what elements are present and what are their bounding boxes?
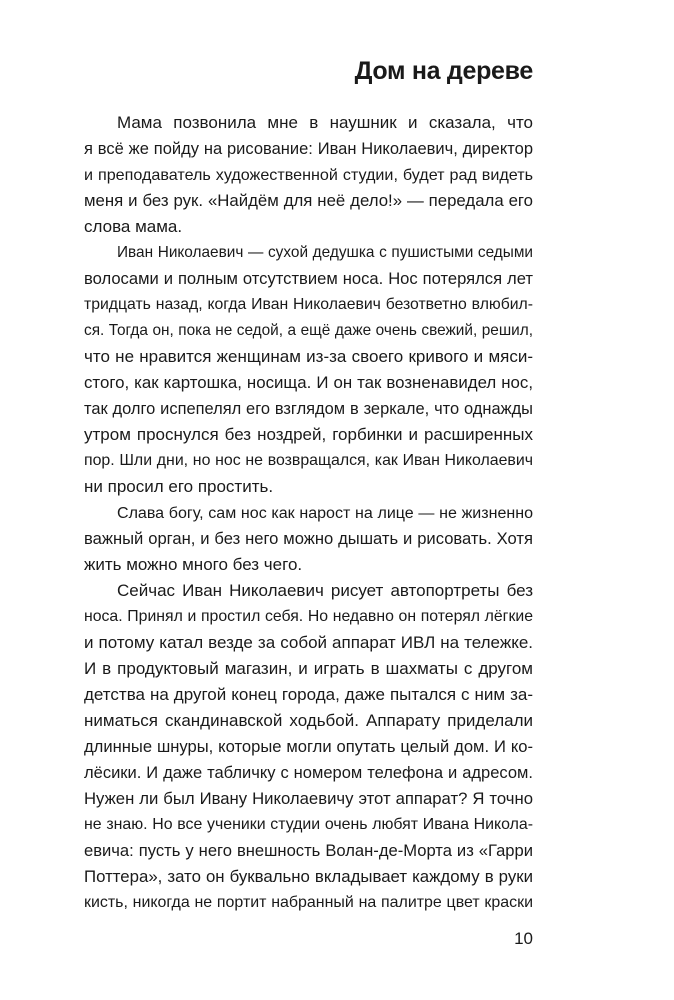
chapter-title: Дом на дереве (354, 57, 533, 85)
text-line: так долго испепелял его взглядом в зеркале, что однажды (84, 400, 533, 418)
paragraph (84, 578, 533, 916)
text-line: ся. Тогда он, пока не седой, а ещё даже очень свежий, решил, (84, 322, 533, 339)
text-line: волосами и полным отсутствием носа. Нос потерялся лет (84, 269, 533, 288)
text-line: И в продуктовый магазин, и играть в шахматы с другом (84, 659, 533, 678)
text-line: лёсики. И даже табличку с номером телефона и адресом. (84, 763, 533, 782)
text-line: жить можно много без чего. (84, 555, 303, 574)
text-line: длинные шнуры, которые могли опутать целый дом. И ко- (84, 737, 533, 756)
text-line: утром проснулся без ноздрей, горбинки и расширенных (84, 425, 533, 444)
text-line: не знаю. Но все ученики студии очень любят Ивана Никола- (84, 816, 533, 833)
paragraph (84, 240, 533, 500)
text-line: я всё же пойду на рисование: Иван Николаевич, директор (84, 140, 533, 158)
text-line: стого, как картошка, носища. И он так возненавидел нос, (84, 373, 533, 392)
text-line: Иван Николаевич — сухой дедушка с пушистыми седыми (117, 244, 533, 261)
text-line: слова мама. (84, 217, 183, 236)
page-number: 10 (514, 929, 533, 948)
text-line: и преподаватель художественной студии, будет рад видеть (84, 166, 533, 184)
text-line: детства на другой конец города, даже пытался с ним за- (84, 685, 533, 704)
text-line: пор. Шли дни, но нос не возвращался, как Иван Николаевич (84, 452, 533, 469)
text-line: Слава богу, сам нос как нарост на лице — не жизненно (117, 504, 533, 522)
text-line: Поттера», зато он буквально вкладывает каждому в руки (84, 867, 533, 886)
text-line: ни просил его простить. (84, 477, 274, 496)
text-line: Нужен ли был Ивану Николаевичу этот аппарат? Я точно (84, 789, 533, 808)
paragraph (84, 110, 533, 240)
text-line: меня и без рук. «Найдём для неё дело!» — передала его (84, 191, 533, 210)
text-line: евича: пусть у него внешность Волан-де-Морта из «Гарри (84, 841, 533, 860)
text-line: Сейчас Иван Николаевич рисует автопортреты без (117, 581, 533, 600)
body-text (84, 110, 533, 916)
text-line: что не нравится женщинам из-за своего кривого и мяси- (84, 347, 533, 366)
text-line: важный орган, и без него можно дышать и рисовать. Хотя (84, 529, 533, 548)
paragraph (84, 500, 533, 578)
text-line: носа. Принял и простил себя. Но недавно он потерял лёгкие (84, 608, 533, 625)
text-line: ниматься скандинавской ходьбой. Аппарату приделали (84, 711, 533, 730)
text-line: и потому катал везде за собой аппарат ИВЛ на тележке. (84, 633, 533, 652)
text-line: кисть, никогда не портит набранный на палитре цвет краски (84, 894, 533, 911)
text-line: Мама позвонила мне в наушник и сказала, что (117, 113, 533, 132)
text-line: тридцать назад, когда Иван Николаевич безответно влюбил- (84, 296, 533, 313)
